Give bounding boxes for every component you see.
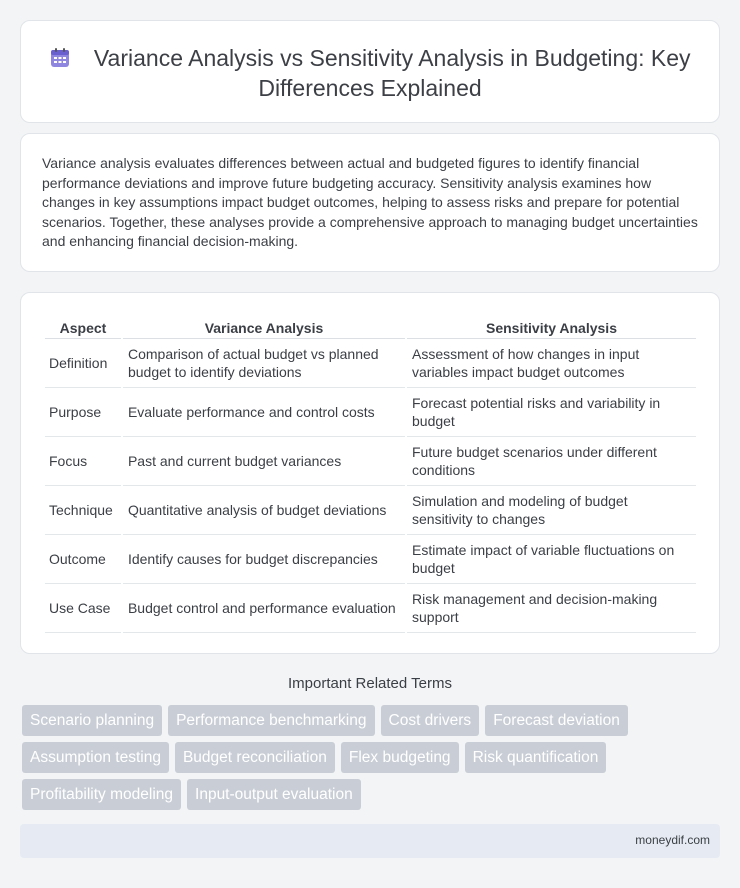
- related-term-tag[interactable]: Scenario planning: [22, 705, 162, 736]
- related-term-tag[interactable]: Assumption testing: [22, 742, 169, 773]
- row-sensitivity: Estimate impact of variable fluctuations on budget: [407, 535, 696, 584]
- row-sensitivity: Forecast potential risks and variability in budget: [407, 388, 696, 437]
- table-row: [45, 437, 696, 486]
- related-term-tag[interactable]: Cost drivers: [381, 705, 480, 736]
- row-sensitivity: Assessment of how changes in input variables impact budget outcomes: [407, 339, 696, 388]
- calendar-icon: [49, 47, 71, 69]
- intro-paragraph: Variance analysis evaluates differences between actual and budgeted figures to identify financial performance deviations and improve future budgeting accuracy. Sensitivity analysis examines how changes in key assumptions impact budget outcomes, helping to assess risks and prepare for potential scenarios. Together, these analyses provide a comprehensive approach to managing budget uncertainties and enhancing financial decision-making.: [42, 155, 698, 250]
- row-variance: Identify causes for budget discrepancies: [123, 535, 405, 584]
- row-sensitivity: Future budget scenarios under different conditions: [407, 437, 696, 486]
- row-variance: Evaluate performance and control costs: [123, 388, 405, 437]
- row-aspect: Focus: [45, 437, 121, 486]
- page-title: Variance Analysis vs Sensitivity Analysis in Budgeting: Key Differences Explained: [93, 45, 691, 101]
- row-aspect: Outcome: [45, 535, 121, 584]
- table-row: [45, 388, 696, 437]
- table-row: [45, 584, 696, 633]
- row-sensitivity: Risk management and decision-making support: [407, 584, 696, 633]
- table-row: [45, 486, 696, 535]
- related-term-tag[interactable]: Budget reconciliation: [175, 742, 335, 773]
- intro-card: [20, 133, 720, 272]
- table-row: [45, 535, 696, 584]
- related-term-tag[interactable]: Flex budgeting: [341, 742, 459, 773]
- row-aspect: Definition: [45, 339, 121, 388]
- row-aspect: Use Case: [45, 584, 121, 633]
- related-term-tag[interactable]: Performance benchmarking: [168, 705, 374, 736]
- related-term-tag[interactable]: Forecast deviation: [485, 705, 628, 736]
- header-variance-analysis: Variance Analysis: [123, 315, 405, 339]
- header-aspect: Aspect: [45, 315, 121, 339]
- related-term-tag[interactable]: Risk quantification: [465, 742, 607, 773]
- row-sensitivity: Simulation and modeling of budget sensitivity to changes: [407, 486, 696, 535]
- related-term-tag[interactable]: Profitability modeling: [22, 779, 181, 810]
- related-term-tag[interactable]: Input-output evaluation: [187, 779, 361, 810]
- row-variance: Quantitative analysis of budget deviations: [123, 486, 405, 535]
- table-header-row: [45, 315, 696, 339]
- row-aspect: Technique: [45, 486, 121, 535]
- row-variance: Budget control and performance evaluation: [123, 584, 405, 633]
- related-terms-title: Important Related Terms: [288, 675, 452, 692]
- comparison-table-card: [20, 292, 720, 654]
- title-wrap: [21, 43, 719, 103]
- row-variance: Past and current budget variances: [123, 437, 405, 486]
- table-row: [45, 339, 696, 388]
- footer-site-name[interactable]: moneydif.com: [635, 833, 710, 847]
- footer-bar: [20, 824, 720, 858]
- related-terms-list: [22, 705, 662, 816]
- row-aspect: Purpose: [45, 388, 121, 437]
- comparison-table: [43, 315, 698, 633]
- title-card: [20, 20, 720, 123]
- row-variance: Comparison of actual budget vs planned budget to identify deviations: [123, 339, 405, 388]
- header-sensitivity-analysis: Sensitivity Analysis: [407, 315, 696, 339]
